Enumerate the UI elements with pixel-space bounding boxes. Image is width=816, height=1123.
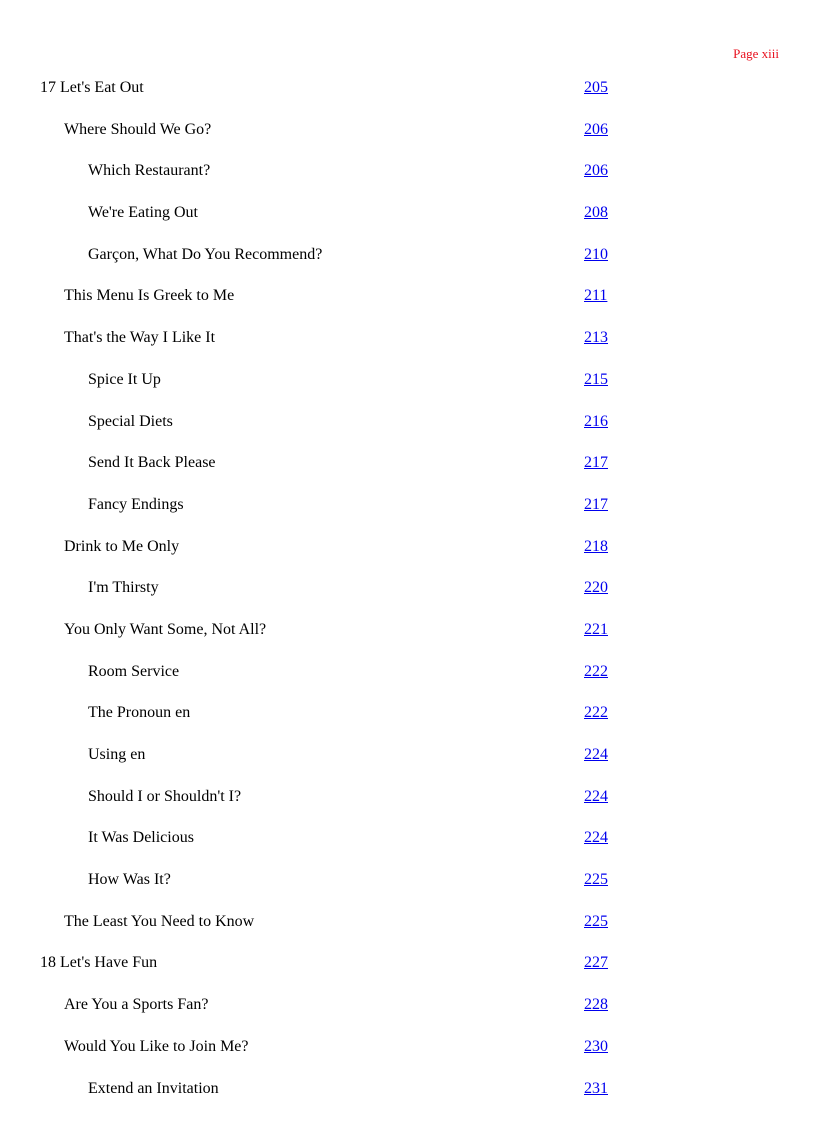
toc-entry — [0, 118, 816, 160]
toc-page-link[interactable]: 205 — [584, 79, 608, 96]
toc-entry-title: Where Should We Go? — [64, 120, 212, 138]
toc-entry — [0, 493, 816, 535]
toc-entry-title: You Only Want Some, Not All? — [64, 620, 267, 638]
toc-entry-title: Would You Like to Join Me? — [64, 1037, 249, 1055]
toc-entry — [0, 743, 816, 785]
toc-entry — [0, 660, 816, 702]
toc-page-link[interactable]: 208 — [584, 204, 608, 222]
toc-entry-title: Special Diets — [88, 412, 173, 430]
toc-entry-title: 18 Let's Have Fun — [40, 954, 158, 972]
toc-page-link[interactable]: 225 — [584, 871, 608, 889]
toc-page-link[interactable]: 216 — [584, 412, 608, 430]
toc-page-link[interactable]: 221 — [584, 620, 608, 638]
toc-page-link[interactable]: 227 — [584, 954, 608, 972]
toc-page-link[interactable]: 224 — [584, 746, 608, 763]
toc-entry-title: This Menu Is Greek to Me — [64, 287, 235, 305]
toc-entry — [0, 76, 816, 118]
toc-page-link[interactable]: 231 — [584, 1079, 608, 1097]
toc-entry-title: I'm Thirsty — [88, 579, 159, 597]
toc-entry — [0, 368, 816, 410]
toc-page-link[interactable]: 225 — [584, 912, 608, 930]
toc-page-link[interactable]: 224 — [584, 829, 608, 847]
toc-entry-title: Room Service — [88, 662, 180, 680]
toc-entry — [0, 618, 816, 660]
toc-entry-title: It Was Delicious — [88, 829, 194, 847]
toc-entry — [0, 326, 816, 368]
toc-entry-title: The Least You Need to Know — [64, 912, 255, 930]
toc-page-link[interactable]: 224 — [584, 787, 608, 805]
toc-entry — [0, 993, 816, 1035]
toc-page-link[interactable]: 230 — [584, 1037, 608, 1055]
toc-entry — [0, 284, 816, 326]
toc-page-link[interactable]: 206 — [584, 162, 608, 180]
toc-entry — [0, 910, 816, 952]
toc-entry — [0, 576, 816, 618]
toc-entry — [0, 951, 816, 993]
table-of-contents — [0, 76, 816, 1118]
toc-entry-title: Drink to Me Only — [64, 537, 180, 555]
toc-entry — [0, 826, 816, 868]
toc-page-link[interactable]: 220 — [584, 579, 608, 597]
toc-entry — [0, 410, 816, 452]
toc-entry-title: Should I or Shouldn't I? — [88, 787, 242, 805]
toc-page-link[interactable]: 206 — [584, 120, 608, 138]
toc-entry — [0, 1077, 816, 1119]
toc-page-link[interactable]: 217 — [584, 495, 608, 513]
toc-entry-title: How Was It? — [88, 871, 171, 889]
toc-page-link[interactable]: 222 — [584, 704, 608, 722]
toc-entry-title: Which Restaurant? — [88, 162, 211, 180]
toc-entry — [0, 201, 816, 243]
toc-entry-title: Extend an Invitation — [88, 1079, 219, 1097]
toc-entry — [0, 535, 816, 577]
toc-entry — [0, 1035, 816, 1077]
toc-page-link[interactable]: 211 — [584, 287, 608, 305]
toc-entry-title: Fancy Endings — [88, 495, 184, 513]
toc-entry-title: Garçon, What Do You Recommend? — [88, 245, 323, 263]
page-number-label: Page xiii — [733, 46, 779, 61]
toc-page-link[interactable]: 222 — [584, 662, 608, 680]
toc-page-link[interactable]: 213 — [584, 329, 608, 347]
toc-entry-title: Send It Back Please — [88, 454, 216, 472]
toc-page-link[interactable]: 228 — [584, 996, 608, 1014]
toc-page-link[interactable]: 218 — [584, 537, 608, 555]
toc-entry — [0, 159, 816, 201]
toc-entry-title: 17 Let's Eat Out — [40, 79, 144, 96]
toc-entry-title: Are You a Sports Fan? — [64, 996, 209, 1014]
toc-entry-title: We're Eating Out — [88, 204, 198, 222]
toc-entry — [0, 451, 816, 493]
toc-entry-title: The Pronoun en — [88, 704, 191, 722]
toc-entry-title: That's the Way I Like It — [64, 329, 216, 347]
toc-entry-title: Spice It Up — [88, 370, 161, 388]
toc-page-link[interactable]: 217 — [584, 454, 608, 472]
toc-entry — [0, 243, 816, 285]
toc-entry-title: Using en — [88, 746, 146, 763]
toc-entry — [0, 701, 816, 743]
toc-page-link[interactable]: 215 — [584, 370, 608, 388]
toc-entry — [0, 868, 816, 910]
toc-entry — [0, 785, 816, 827]
toc-page-link[interactable]: 210 — [584, 245, 608, 263]
